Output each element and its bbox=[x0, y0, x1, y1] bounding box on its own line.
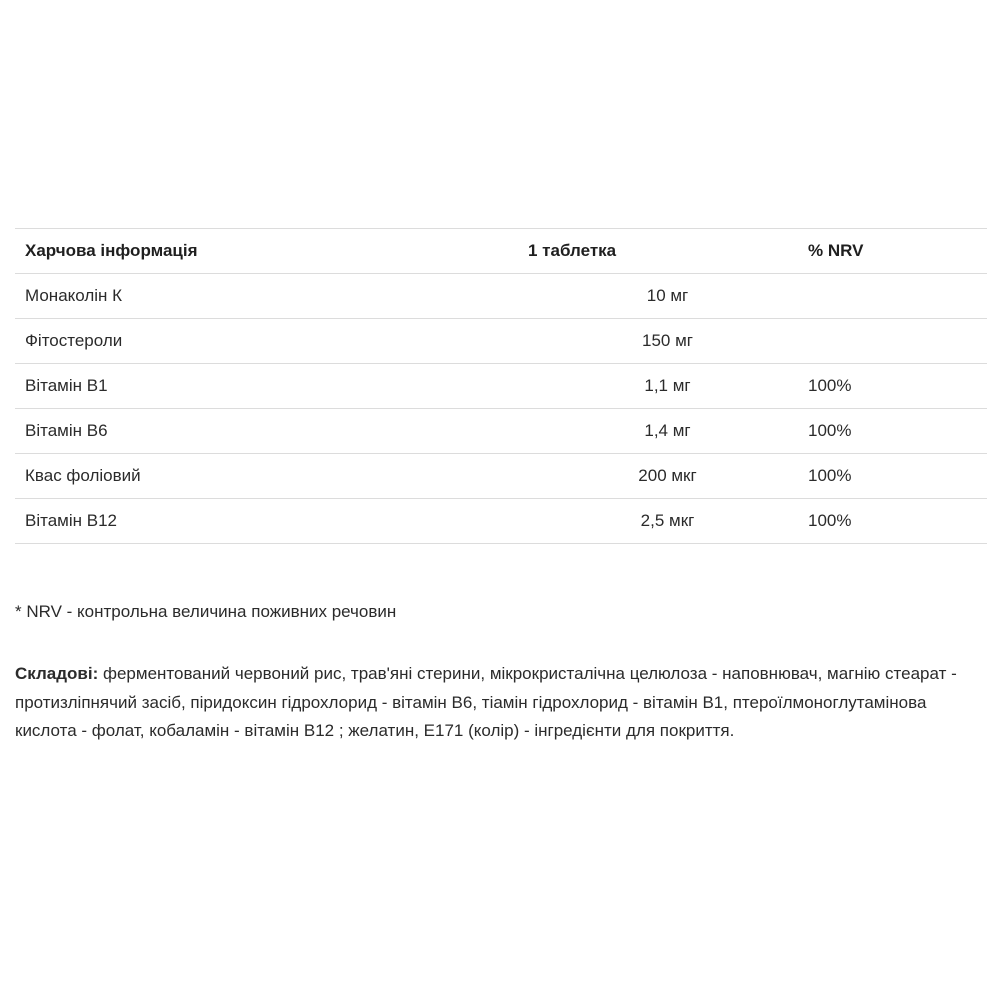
header-amount: 1 таблетка bbox=[528, 241, 617, 260]
row-amount: 10 мг bbox=[646, 286, 689, 305]
row-name: Вітамін В6 bbox=[25, 421, 108, 440]
table-row bbox=[15, 274, 987, 319]
row-amount: 1,4 мг bbox=[644, 421, 691, 440]
row-name: Квас фоліовий bbox=[25, 466, 141, 485]
row-name: Вітамін В12 bbox=[25, 511, 117, 530]
ingredients-paragraph bbox=[15, 660, 985, 746]
table-row bbox=[15, 319, 987, 364]
header-name: Харчова інформація bbox=[25, 241, 198, 260]
table-header-row bbox=[15, 229, 987, 274]
row-name: Монаколін К bbox=[25, 286, 123, 305]
row-nrv: 100% bbox=[808, 376, 852, 395]
table-row bbox=[15, 454, 987, 499]
row-nrv: 100% bbox=[808, 421, 852, 440]
row-name: Вітамін В1 bbox=[25, 376, 108, 395]
table-row bbox=[15, 364, 987, 409]
row-amount: 2,5 мкг bbox=[640, 511, 695, 530]
ingredients-label: Складові: bbox=[15, 664, 99, 683]
row-amount: 200 мкг bbox=[638, 466, 697, 485]
nutrition-table bbox=[15, 228, 987, 544]
row-amount: 1,1 мг bbox=[644, 376, 691, 395]
ingredients-text: ферментований червоний рис, трав'яні стерини, мікрокристалічна целюлоза - наповнювач, магнію стеарат - протизліпнячий засіб, піридоксин гідрохлорид - вітамін В6, тіамін гідрохлорид - вітамін В1, птероїлмоноглутамінова кислота - фолат, кобаламін - вітамін В12 ; желатин, Е171 (колір) - інгредієнти для покриття. bbox=[15, 664, 957, 740]
row-nrv: 100% bbox=[808, 466, 852, 485]
table-row bbox=[15, 499, 987, 544]
row-name: Фітостероли bbox=[25, 331, 123, 350]
table-row bbox=[15, 409, 987, 454]
header-nrv: % NRV bbox=[808, 241, 864, 260]
nrv-footnote: * NRV - контрольна величина поживних речовин bbox=[15, 602, 397, 621]
row-nrv: 100% bbox=[808, 511, 852, 530]
row-amount: 150 мг bbox=[642, 331, 693, 350]
